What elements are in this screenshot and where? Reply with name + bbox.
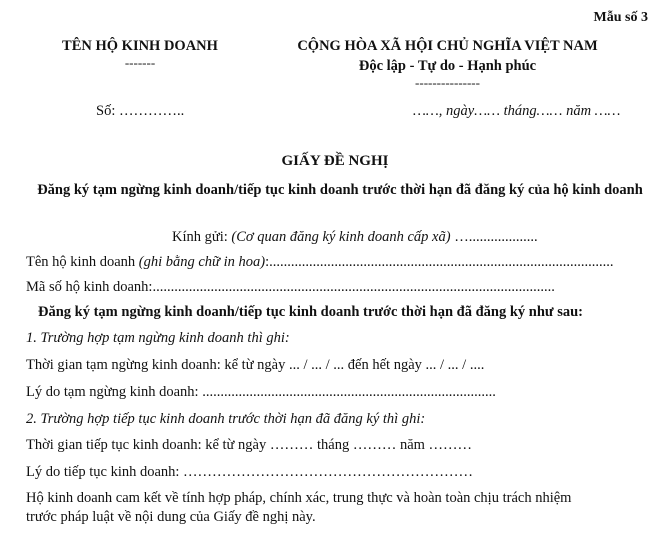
business-name-header-rule: ------- [124, 55, 156, 70]
national-header [275, 36, 620, 90]
business-name-header-title: TÊN HỘ KINH DOANH [62, 38, 218, 54]
case1-period: Thời gian tạm ngừng kinh doanh: kể từ ngày ... / ... / ... đến hết ngày ... / ... / .... [26, 357, 485, 373]
case1-reason: Lý do tạm ngừng kinh doanh: ................................................................................. [26, 384, 496, 400]
business-code-line [26, 279, 555, 296]
case2-period: Thời gian tiếp tục kinh doanh: kể từ ngày ……… tháng ……… năm ……… [26, 437, 473, 453]
date-line: ……, ngày…… tháng…… năm …… [413, 103, 621, 119]
recipient-line [172, 229, 538, 246]
document-number-line: Số: ………….. [96, 103, 185, 119]
national-header-title: CỘNG HÒA XÃ HỘI CHỦ NGHĨA VIỆT NAM [297, 38, 598, 54]
document-subtitle: Đăng ký tạm ngừng kinh doanh/tiếp tục kinh doanh trước thời hạn đã đăng ký của hộ kinh doanh [37, 182, 643, 198]
commitment-line-2: trước pháp luật về nội dung của Giấy đề nghị này. [26, 509, 316, 525]
national-motto: Độc lập - Tự do - Hạnh phúc [358, 58, 537, 74]
commitment-line-1: Hộ kinh doanh cam kết về tính hợp pháp, chính xác, trung thực và hoàn toàn chịu trách nhiệm [26, 490, 572, 506]
business-code-label: Mã số hộ kinh doanh: [26, 279, 153, 295]
recipient-hint: (Cơ quan đăng ký kinh doanh cấp xã) [231, 229, 451, 245]
business-name-fill: :............................................................................................... [265, 254, 614, 270]
form-number: Mẫu số 3 [593, 10, 648, 25]
case2-heading: 2. Trường hợp tiếp tục kinh doanh trước thời hạn đã đăng ký thì ghi: [26, 411, 426, 427]
case1-heading: 1. Trường hợp tạm ngừng kinh doanh thì ghi: [26, 330, 290, 346]
registration-heading: Đăng ký tạm ngừng kinh doanh/tiếp tục kinh doanh trước thời hạn đã đăng ký như sau: [38, 304, 584, 320]
business-code-fill: ............................................................................................................... [152, 279, 555, 295]
national-header-rule: --------------- [415, 75, 480, 90]
recipient-fill: …................... [454, 229, 538, 245]
business-name-hint: (ghi bằng chữ in hoa) [138, 254, 266, 270]
recipient-label: Kính gửi: [172, 229, 228, 245]
business-name-header [40, 36, 240, 70]
document-title: GIẤY ĐỀ NGHỊ [281, 153, 389, 169]
case2-reason: Lý do tiếp tục kinh doanh: …………………………………………………… [26, 464, 474, 480]
business-name-label: Tên hộ kinh doanh [26, 254, 136, 270]
business-name-line [26, 254, 613, 271]
